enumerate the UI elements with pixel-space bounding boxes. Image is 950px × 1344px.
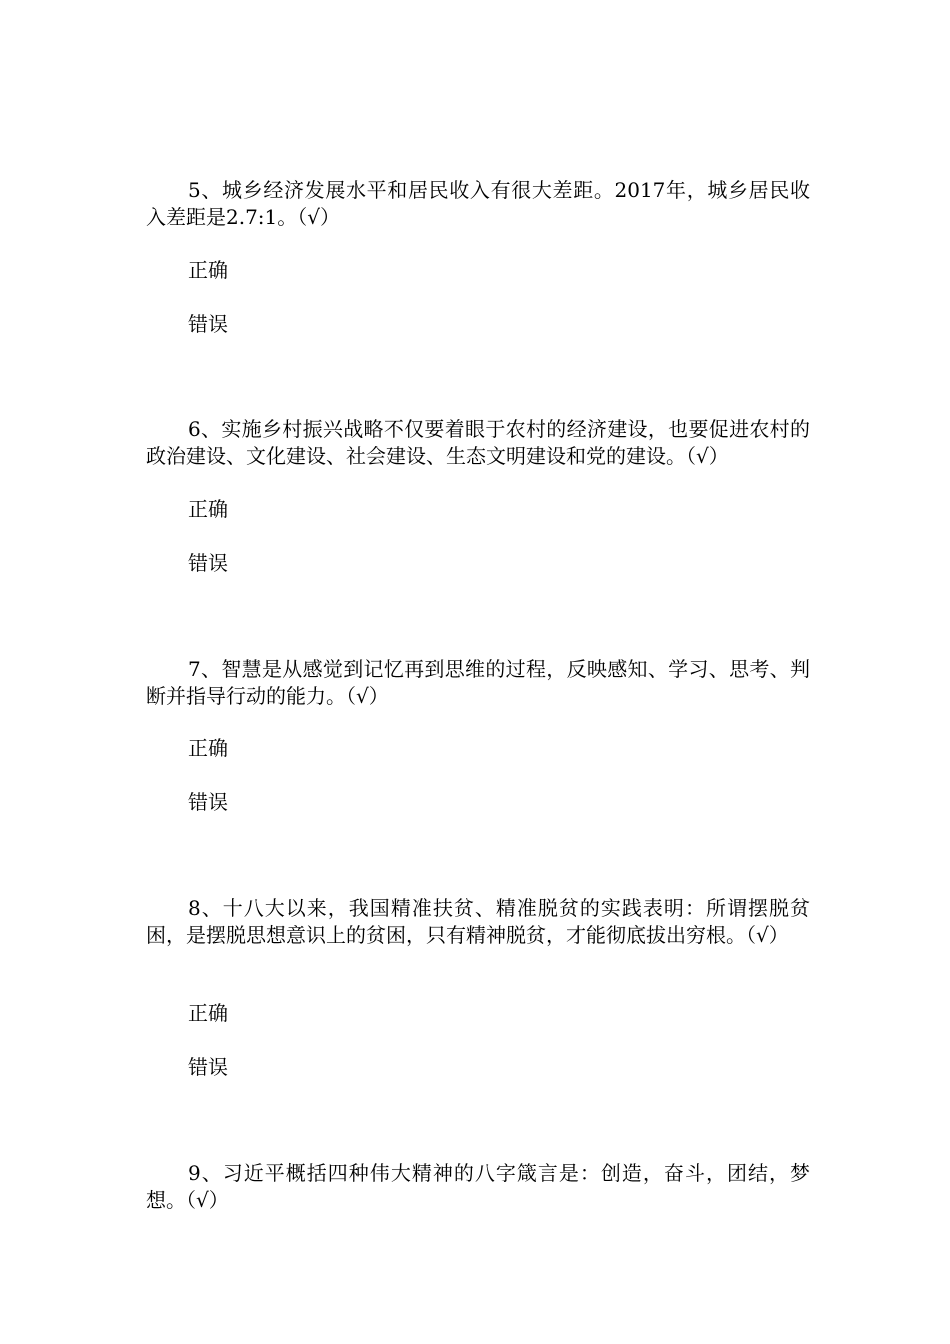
question-6-option-correct: 正确 [188, 497, 228, 521]
question-8-text: 8、十八大以来，我国精准扶贫、精准脱贫的实践表明：所谓摆脱贫困，是摆脱思想意识上的贫困，只有精神脱贫，才能彻底拔出穷根。（√） [146, 896, 810, 947]
question-8-option-wrong: 错误 [188, 1055, 228, 1079]
question-7-text: 7、智慧是从感觉到记忆再到思维的过程，反映感知、学习、思考、判断并指导行动的能力。（√） [146, 657, 810, 708]
question-7-option-correct: 正确 [188, 736, 228, 760]
question-8-option-correct: 正确 [188, 1001, 228, 1025]
question-9-text: 9、习近平概括四种伟大精神的八字箴言是：创造，奋斗，团结，梦想。（√） [146, 1161, 810, 1212]
question-5-option-wrong: 错误 [188, 312, 228, 336]
question-5-text: 5、城乡经济发展水平和居民收入有很大差距。2017年，城乡居民收入差距是2.7:1。（√） [146, 178, 810, 229]
question-5-option-correct: 正确 [188, 258, 228, 282]
question-6-option-wrong: 错误 [188, 551, 228, 575]
question-6-text: 6、实施乡村振兴战略不仅要着眼于农村的经济建设，也要促进农村的政治建设、文化建设、社会建设、生态文明建设和党的建设。（√） [146, 417, 810, 468]
question-7-option-wrong: 错误 [188, 790, 228, 814]
